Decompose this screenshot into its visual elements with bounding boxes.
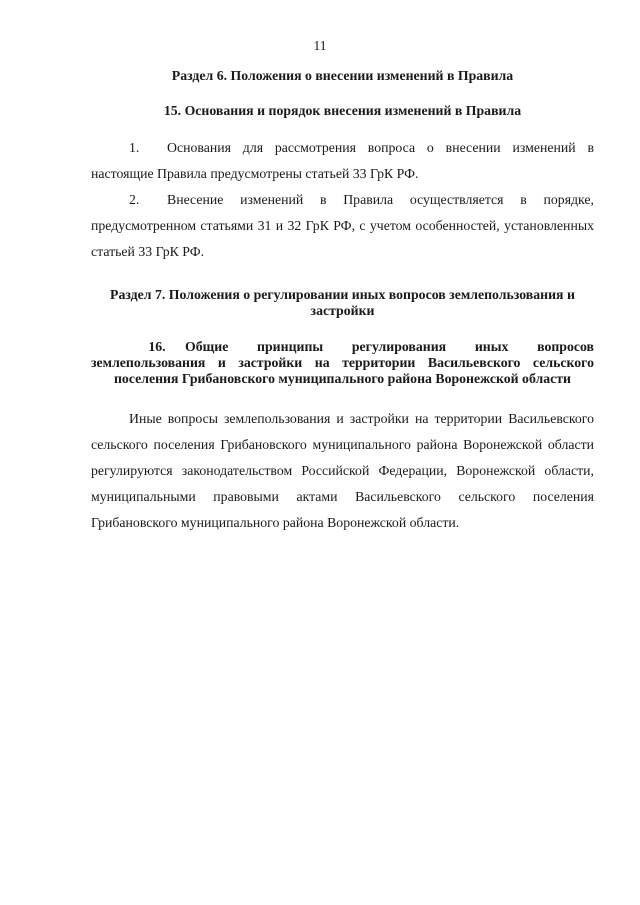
- subsection-15-heading: 15. Основания и порядок внесения изменений в Правила: [163, 103, 522, 118]
- page-number: 11: [313, 38, 327, 53]
- list-item-number: 1.: [129, 140, 140, 155]
- section-6-heading: Раздел 6. Положения о внесении изменений в Правила: [171, 68, 514, 83]
- list-item-number: 2.: [129, 192, 140, 207]
- list-item: [91, 187, 594, 265]
- list-item-text: Внесение изменений в Правила осуществляется в порядке, предусмотренном статьями 31 и 32 ГрК РФ, с учетом особенностей, установленных статьей 33 ГрК РФ.: [91, 192, 594, 259]
- section-7-heading: Раздел 7. Положения о регулировании иных вопросов землепользования и застройки: [110, 287, 575, 318]
- subsection-16-number: 16.: [148, 339, 166, 354]
- list-item: [91, 135, 594, 187]
- subsection-16-title: Общие принципы регулирования иных вопросов землепользования и застройки на территории Васильевского сельского поселения Грибановского муниципального района Воронежской области: [91, 339, 594, 386]
- subsection-16-body: Иные вопросы землепользования и застройки на территории Васильевского сельского поселения Грибановского муниципального района Воронежской области регулируются законодательством Российской Федерации, Воронежской области, муниципальными правовыми актами Васильевского сельского поселения Грибановского муниципального района Воронежской области.: [91, 411, 594, 530]
- subsection-16-heading: [91, 339, 594, 387]
- list-item-text: Основания для рассмотрения вопроса о внесении изменений в настоящие Правила предусмотрены статьей 33 ГрК РФ.: [91, 140, 594, 181]
- document-content: [91, 68, 594, 536]
- subsection-15-list: [91, 135, 594, 265]
